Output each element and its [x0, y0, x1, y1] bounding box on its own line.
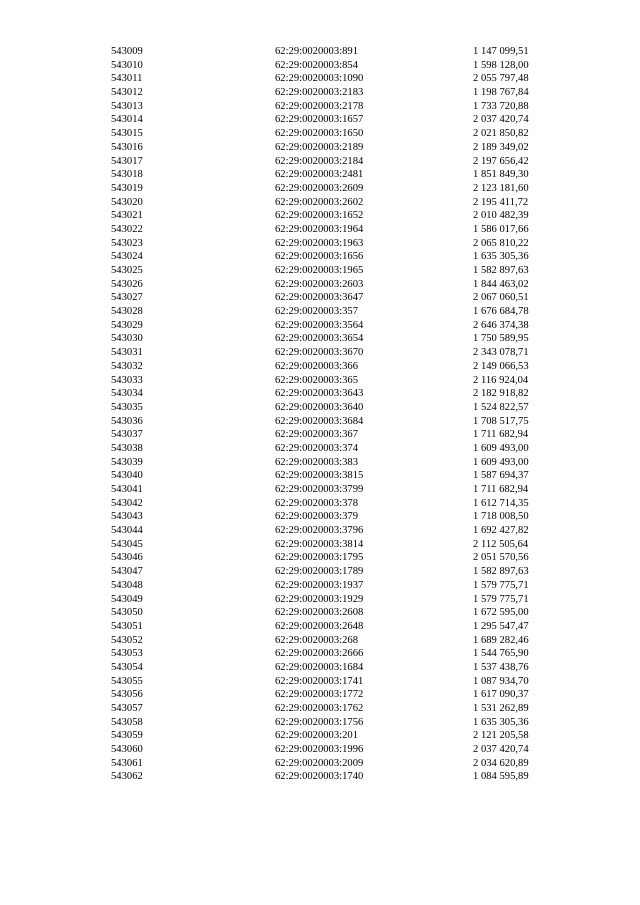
row-id-cell: 543026	[111, 278, 143, 290]
row-id-cell: 543031	[111, 347, 143, 359]
value-cell: 2 116 924,04	[473, 374, 529, 386]
cadastral-number-cell: 62:29:0020003:2603	[275, 278, 364, 290]
value-cell: 1 676 684,78	[473, 306, 529, 318]
row-id-cell: 543041	[111, 484, 143, 495]
cadastral-number-cell: 62:29:0020003:2666	[275, 648, 364, 660]
cadastral-number-cell: 62:29:0020003:1652	[275, 210, 364, 222]
table-row	[0, 524, 640, 538]
value-cell: 1 586 017,66	[473, 223, 529, 235]
row-id-cell: 543027	[111, 292, 143, 304]
cadastral-number-cell: 62:29:0020003:2481	[275, 169, 364, 181]
value-cell: 1 579 775,71	[473, 579, 529, 591]
table-row	[0, 209, 640, 223]
value-cell: 2 037 420,74	[473, 744, 529, 756]
table-row	[0, 620, 640, 634]
value-cell: 1 084 595,89	[473, 771, 529, 783]
table-row	[0, 469, 640, 483]
document-table	[0, 45, 640, 784]
cadastral-number-cell: 62:29:0020003:3670	[275, 347, 364, 359]
row-id-cell: 543056	[111, 689, 143, 701]
row-id-cell: 543021	[111, 210, 143, 222]
table-row	[0, 456, 640, 470]
table-row	[0, 387, 640, 401]
value-cell: 2 149 066,53	[473, 360, 529, 372]
row-id-cell: 543048	[111, 579, 143, 591]
cadastral-number-cell: 62:29:0020003:1741	[275, 675, 364, 687]
table-row	[0, 196, 640, 210]
cadastral-number-cell: 62:29:0020003:1772	[275, 689, 364, 701]
row-id-cell: 543058	[111, 716, 143, 728]
row-id-cell: 543010	[111, 59, 143, 71]
value-cell: 1 582 897,63	[473, 566, 529, 578]
table-row	[0, 278, 640, 292]
row-id-cell: 543045	[111, 538, 143, 550]
value-cell: 1 544 765,90	[473, 648, 529, 660]
table-row	[0, 565, 640, 579]
row-id-cell: 543011	[111, 73, 143, 85]
row-id-cell: 543012	[111, 87, 143, 99]
row-id-cell: 543023	[111, 237, 143, 249]
table-row	[0, 223, 640, 237]
row-id-cell: 543034	[111, 388, 143, 400]
table-row	[0, 155, 640, 169]
cadastral-number-cell: 62:29:0020003:201	[275, 730, 358, 742]
row-id-cell: 543028	[111, 306, 143, 318]
value-cell: 1 708 517,75	[473, 415, 529, 427]
value-cell: 1 711 682,94	[473, 484, 529, 495]
value-cell: 1 579 775,71	[473, 593, 529, 605]
row-id-cell: 543062	[111, 771, 143, 783]
cadastral-number-cell: 62:29:0020003:854	[275, 59, 358, 71]
cadastral-number-cell: 62:29:0020003:1964	[275, 223, 364, 235]
table-row	[0, 743, 640, 757]
cadastral-number-cell: 62:29:0020003:3647	[275, 292, 364, 304]
row-id-cell: 543033	[111, 374, 143, 386]
row-id-cell: 543046	[111, 552, 143, 564]
cadastral-number-cell: 62:29:0020003:1996	[275, 744, 364, 756]
value-cell: 1 635 305,36	[473, 716, 529, 728]
row-id-cell: 543060	[111, 744, 143, 756]
cadastral-number-cell: 62:29:0020003:3815	[275, 470, 364, 482]
row-id-cell: 543015	[111, 128, 143, 140]
row-id-cell: 543029	[111, 319, 143, 331]
value-cell: 2 121 205,58	[473, 730, 529, 742]
table-row	[0, 127, 640, 141]
value-cell: 1 531 262,89	[473, 703, 529, 714]
value-cell: 1 635 305,36	[473, 251, 529, 263]
row-id-cell: 543030	[111, 333, 143, 345]
table-row	[0, 72, 640, 86]
table-row	[0, 319, 640, 333]
value-cell: 2 010 482,39	[473, 210, 529, 222]
cadastral-number-cell: 62:29:0020003:383	[275, 456, 358, 468]
table-row	[0, 168, 640, 182]
table-row	[0, 250, 640, 264]
value-cell: 2 646 374,38	[473, 319, 529, 331]
cadastral-number-cell: 62:29:0020003:378	[275, 497, 358, 509]
value-cell: 1 617 090,37	[473, 689, 529, 701]
cadastral-number-cell: 62:29:0020003:1650	[275, 128, 364, 140]
cadastral-number-cell: 62:29:0020003:1762	[275, 703, 364, 714]
table-row	[0, 182, 640, 196]
row-id-cell: 543050	[111, 607, 143, 619]
table-row	[0, 483, 640, 497]
table-row	[0, 442, 640, 456]
cadastral-number-cell: 62:29:0020003:2608	[275, 607, 364, 619]
row-id-cell: 543042	[111, 497, 143, 509]
table-row	[0, 538, 640, 552]
value-cell: 1 598 128,00	[473, 59, 529, 71]
value-cell: 1 844 463,02	[473, 278, 529, 290]
row-id-cell: 543049	[111, 593, 143, 605]
table-row	[0, 661, 640, 675]
row-id-cell: 543014	[111, 114, 143, 126]
row-id-cell: 543047	[111, 566, 143, 578]
row-id-cell: 543013	[111, 100, 143, 112]
table-row	[0, 675, 640, 689]
cadastral-number-cell: 62:29:0020003:1965	[275, 265, 364, 276]
value-cell: 1 689 282,46	[473, 634, 529, 646]
value-cell: 1 750 589,95	[473, 333, 529, 345]
row-id-cell: 543057	[111, 703, 143, 714]
cadastral-number-cell: 62:29:0020003:2648	[275, 620, 364, 632]
value-cell: 1 582 897,63	[473, 265, 529, 276]
value-cell: 1 295 547,47	[473, 620, 529, 632]
row-id-cell: 543037	[111, 429, 143, 441]
row-id-cell: 543017	[111, 155, 143, 167]
cadastral-number-cell: 62:29:0020003:2189	[275, 141, 364, 153]
value-cell: 2 021 850,82	[473, 128, 529, 140]
table-row	[0, 579, 640, 593]
value-cell: 2 197 656,42	[473, 155, 529, 167]
row-id-cell: 543032	[111, 360, 143, 372]
table-row	[0, 729, 640, 743]
value-cell: 2 343 078,71	[473, 347, 529, 359]
table-row	[0, 510, 640, 524]
table-row	[0, 606, 640, 620]
cadastral-number-cell: 62:29:0020003:367	[275, 429, 358, 441]
table-row	[0, 113, 640, 127]
value-cell: 1 537 438,76	[473, 661, 529, 673]
cadastral-number-cell: 62:29:0020003:365	[275, 374, 358, 386]
cadastral-number-cell: 62:29:0020003:891	[275, 46, 358, 57]
cadastral-number-cell: 62:29:0020003:1656	[275, 251, 364, 263]
table-row	[0, 59, 640, 73]
row-id-cell: 543059	[111, 730, 143, 742]
row-id-cell: 543016	[111, 141, 143, 153]
row-id-cell: 543061	[111, 757, 143, 769]
row-id-cell: 543022	[111, 223, 143, 235]
cadastral-number-cell: 62:29:0020003:2178	[275, 100, 364, 112]
table-row	[0, 401, 640, 415]
value-cell: 1 198 767,84	[473, 87, 529, 99]
table-row	[0, 264, 640, 278]
cadastral-number-cell: 62:29:0020003:3796	[275, 525, 364, 537]
value-cell: 1 609 493,00	[473, 456, 529, 468]
table-row	[0, 688, 640, 702]
table-row	[0, 757, 640, 771]
row-id-cell: 543052	[111, 634, 143, 646]
row-id-cell: 543039	[111, 456, 143, 468]
row-id-cell: 543038	[111, 442, 143, 454]
cadastral-number-cell: 62:29:0020003:3643	[275, 388, 364, 400]
table-row	[0, 305, 640, 319]
table-row	[0, 100, 640, 114]
table-row	[0, 415, 640, 429]
cadastral-number-cell: 62:29:0020003:1795	[275, 552, 364, 564]
table-row	[0, 551, 640, 565]
table-row	[0, 634, 640, 648]
value-cell: 1 692 427,82	[473, 525, 529, 537]
value-cell: 2 189 349,02	[473, 141, 529, 153]
table-row	[0, 374, 640, 388]
cadastral-number-cell: 62:29:0020003:3654	[275, 333, 364, 345]
row-id-cell: 543020	[111, 196, 143, 208]
table-row	[0, 332, 640, 346]
value-cell: 2 037 420,74	[473, 114, 529, 126]
cadastral-number-cell: 62:29:0020003:2184	[275, 155, 364, 167]
value-cell: 1 524 822,57	[473, 401, 529, 413]
table-row	[0, 770, 640, 784]
cadastral-number-cell: 62:29:0020003:379	[275, 511, 358, 523]
value-cell: 2 051 570,56	[473, 552, 529, 564]
row-id-cell: 543019	[111, 182, 143, 194]
table-row	[0, 346, 640, 360]
value-cell: 1 612 714,35	[473, 497, 529, 509]
cadastral-number-cell: 62:29:0020003:357	[275, 306, 358, 318]
cadastral-number-cell: 62:29:0020003:2183	[275, 87, 364, 99]
table-row	[0, 291, 640, 305]
row-id-cell: 543036	[111, 415, 143, 427]
table-row	[0, 497, 640, 511]
value-cell: 1 609 493,00	[473, 442, 529, 454]
value-cell: 2 123 181,60	[473, 182, 529, 194]
value-cell: 1 718 008,50	[473, 511, 529, 523]
cadastral-number-cell: 62:29:0020003:3799	[275, 484, 364, 495]
cadastral-number-cell: 62:29:0020003:1740	[275, 771, 364, 783]
cadastral-number-cell: 62:29:0020003:1963	[275, 237, 364, 249]
cadastral-number-cell: 62:29:0020003:1657	[275, 114, 364, 126]
cadastral-number-cell: 62:29:0020003:1756	[275, 716, 364, 728]
cadastral-number-cell: 62:29:0020003:366	[275, 360, 358, 372]
value-cell: 1 147 099,51	[473, 46, 529, 57]
cadastral-number-cell: 62:29:0020003:1684	[275, 661, 364, 673]
value-cell: 1 087 934,70	[473, 675, 529, 687]
cadastral-number-cell: 62:29:0020003:2609	[275, 182, 364, 194]
row-id-cell: 543018	[111, 169, 143, 181]
cadastral-number-cell: 62:29:0020003:374	[275, 442, 358, 454]
cadastral-number-cell: 62:29:0020003:268	[275, 634, 358, 646]
cadastral-number-cell: 62:29:0020003:3814	[275, 538, 364, 550]
table-row	[0, 360, 640, 374]
table-row	[0, 86, 640, 100]
row-id-cell: 543044	[111, 525, 143, 537]
value-cell: 2 065 810,22	[473, 237, 529, 249]
cadastral-number-cell: 62:29:0020003:3684	[275, 415, 364, 427]
table-row	[0, 45, 640, 59]
cadastral-number-cell: 62:29:0020003:1789	[275, 566, 364, 578]
value-cell: 1 672 595,00	[473, 607, 529, 619]
cadastral-number-cell: 62:29:0020003:1929	[275, 593, 364, 605]
cadastral-number-cell: 62:29:0020003:1090	[275, 73, 364, 85]
value-cell: 2 055 797,48	[473, 73, 529, 85]
value-cell: 1 587 694,37	[473, 470, 529, 482]
row-id-cell: 543053	[111, 648, 143, 660]
cadastral-number-cell: 62:29:0020003:2602	[275, 196, 364, 208]
row-id-cell: 543025	[111, 265, 143, 276]
table-row	[0, 647, 640, 661]
row-id-cell: 543054	[111, 661, 143, 673]
value-cell: 1 711 682,94	[473, 429, 529, 441]
row-id-cell: 543009	[111, 46, 143, 57]
row-id-cell: 543035	[111, 401, 143, 413]
cadastral-number-cell: 62:29:0020003:3640	[275, 401, 364, 413]
row-id-cell: 543051	[111, 620, 143, 632]
row-id-cell: 543055	[111, 675, 143, 687]
value-cell: 2 195 411,72	[473, 196, 529, 208]
value-cell: 2 182 918,82	[473, 388, 529, 400]
value-cell: 1 733 720,88	[473, 100, 529, 112]
row-id-cell: 543043	[111, 511, 143, 523]
cadastral-number-cell: 62:29:0020003:1937	[275, 579, 364, 591]
table-row	[0, 428, 640, 442]
table-row	[0, 237, 640, 251]
table-row	[0, 702, 640, 716]
row-id-cell: 543024	[111, 251, 143, 263]
table-row	[0, 141, 640, 155]
value-cell: 2 034 620,89	[473, 757, 529, 769]
row-id-cell: 543040	[111, 470, 143, 482]
value-cell: 1 851 849,30	[473, 169, 529, 181]
value-cell: 2 067 060,51	[473, 292, 529, 304]
value-cell: 2 112 505,64	[473, 538, 529, 550]
cadastral-number-cell: 62:29:0020003:3564	[275, 319, 364, 331]
cadastral-number-cell: 62:29:0020003:2009	[275, 757, 364, 769]
table-row	[0, 716, 640, 730]
table-row	[0, 593, 640, 607]
